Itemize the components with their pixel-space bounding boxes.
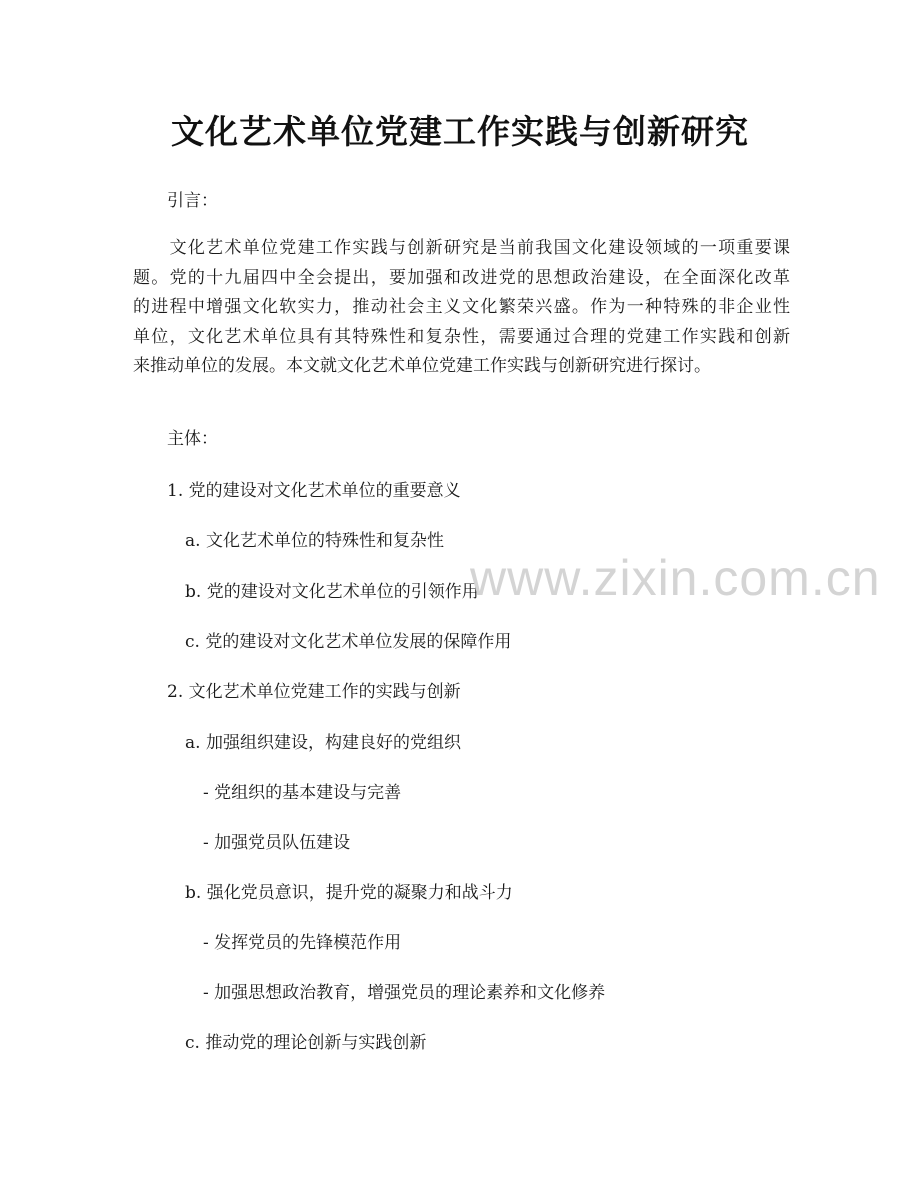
outline-item-2a-i: - 党组织的基本建设与完善 — [203, 783, 402, 803]
outline-item-1: 1. 党的建设对文化艺术单位的重要意义 — [167, 481, 461, 501]
outline-item-2c: c. 推动党的理论创新与实践创新 — [185, 1033, 427, 1053]
intro-heading: 引言： — [167, 191, 218, 211]
intro-paragraph-line: 来推动单位的发展。本文就文化艺术单位党建工作实践与创新研究进行探讨。 — [133, 356, 711, 377]
outline-item-2a-ii: - 加强党员队伍建设 — [203, 833, 351, 853]
outline-item-1b: b. 党的建设对文化艺术单位的引领作用 — [185, 582, 479, 602]
outline-item-1c: c. 党的建设对文化艺术单位发展的保障作用 — [185, 632, 512, 652]
intro-paragraph-line: 文化艺术单位党建工作实践与创新研究是当前我国文化建设领域的一项重要课 — [133, 238, 790, 258]
outline-item-2b-i: - 发挥党员的先锋模范作用 — [203, 933, 402, 953]
intro-paragraph-line: 题。党的十九届四中全会提出，要加强和改进党的思想政治建设，在全面深化改革 — [133, 267, 790, 288]
intro-paragraph-line: 的进程中增强文化软实力，推动社会主义文化繁荣兴盛。作为一种特殊的非企业性 — [133, 297, 790, 318]
outline-item-2: 2. 文化艺术单位党建工作的实践与创新 — [167, 682, 461, 702]
outline-item-1a: a. 文化艺术单位的特殊性和复杂性 — [185, 531, 444, 551]
outline-item-2a: a. 加强组织建设，构建良好的党组织 — [185, 733, 461, 753]
document-title: 文化艺术单位党建工作实践与创新研究 — [171, 112, 749, 151]
outline-item-2b: b. 强化党员意识，提升党的凝聚力和战斗力 — [185, 883, 513, 903]
watermark-text: www.zixin.com.cn — [470, 550, 881, 606]
intro-paragraph-line: 单位，文化艺术单位具有其特殊性和复杂性，需要通过合理的党建工作实践和创新 — [133, 326, 790, 347]
intro-paragraph — [133, 234, 790, 382]
body-heading: 主体： — [167, 429, 218, 449]
outline-item-2b-ii: - 加强思想政治教育，增强党员的理论素养和文化修养 — [203, 983, 606, 1003]
